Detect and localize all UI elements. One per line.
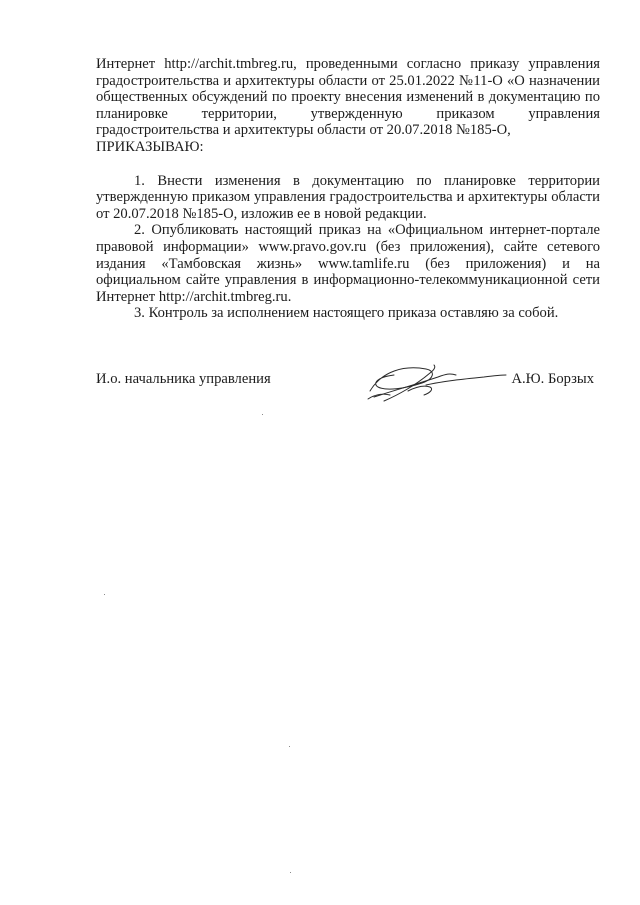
intro-text: Интернет http://archit.tmbreg.ru, проведенными согласно приказу управления градостроительства и архитектуры области от 25.01.2022 №11-О «О назначении общественных обсуждений по проекту внесения изменений в документацию по планировке территории, утвержденную приказом управления градостроительства и архитектуры области от 20.07.2018 №185-О, — [96, 56, 600, 139]
order-item-1: 1. Внести изменения в документацию по планировке территории утвержденную приказом управления градостроительства и архитектуры области от 20.07.2018 №185-О, изложив ее в новой редакции. — [96, 172, 600, 222]
scan-speck — [104, 594, 105, 595]
scan-speck — [289, 746, 290, 747]
signature-block — [96, 361, 600, 411]
order-item-3: 3. Контроль за исполнением настоящего приказа оставляю за собой. — [134, 305, 559, 322]
order-word: ПРИКАЗЫВАЮ: — [96, 138, 204, 155]
paragraph-gap — [96, 156, 600, 173]
scan-speck — [290, 872, 291, 873]
order-item-2: 2. Опубликовать настоящий приказ на «Официальном интернет-портале правовой информации» www.pravo.gov.ru (без приложения), сайте сетевого издания «Тамбовская жизнь» www.tamlife.ru (без приложения) и на официальном сайте управления в информационно-телекоммуникационной сети Интернет http://archit.tmbreg.ru. — [96, 222, 600, 305]
scan-speck — [262, 414, 263, 415]
signatory-title: И.о. начальника управления — [96, 371, 271, 387]
document-body — [96, 56, 600, 322]
intro-paragraph — [96, 56, 600, 156]
handwritten-signature — [364, 361, 514, 409]
signatory-name: А.Ю. Борзых — [511, 371, 594, 387]
